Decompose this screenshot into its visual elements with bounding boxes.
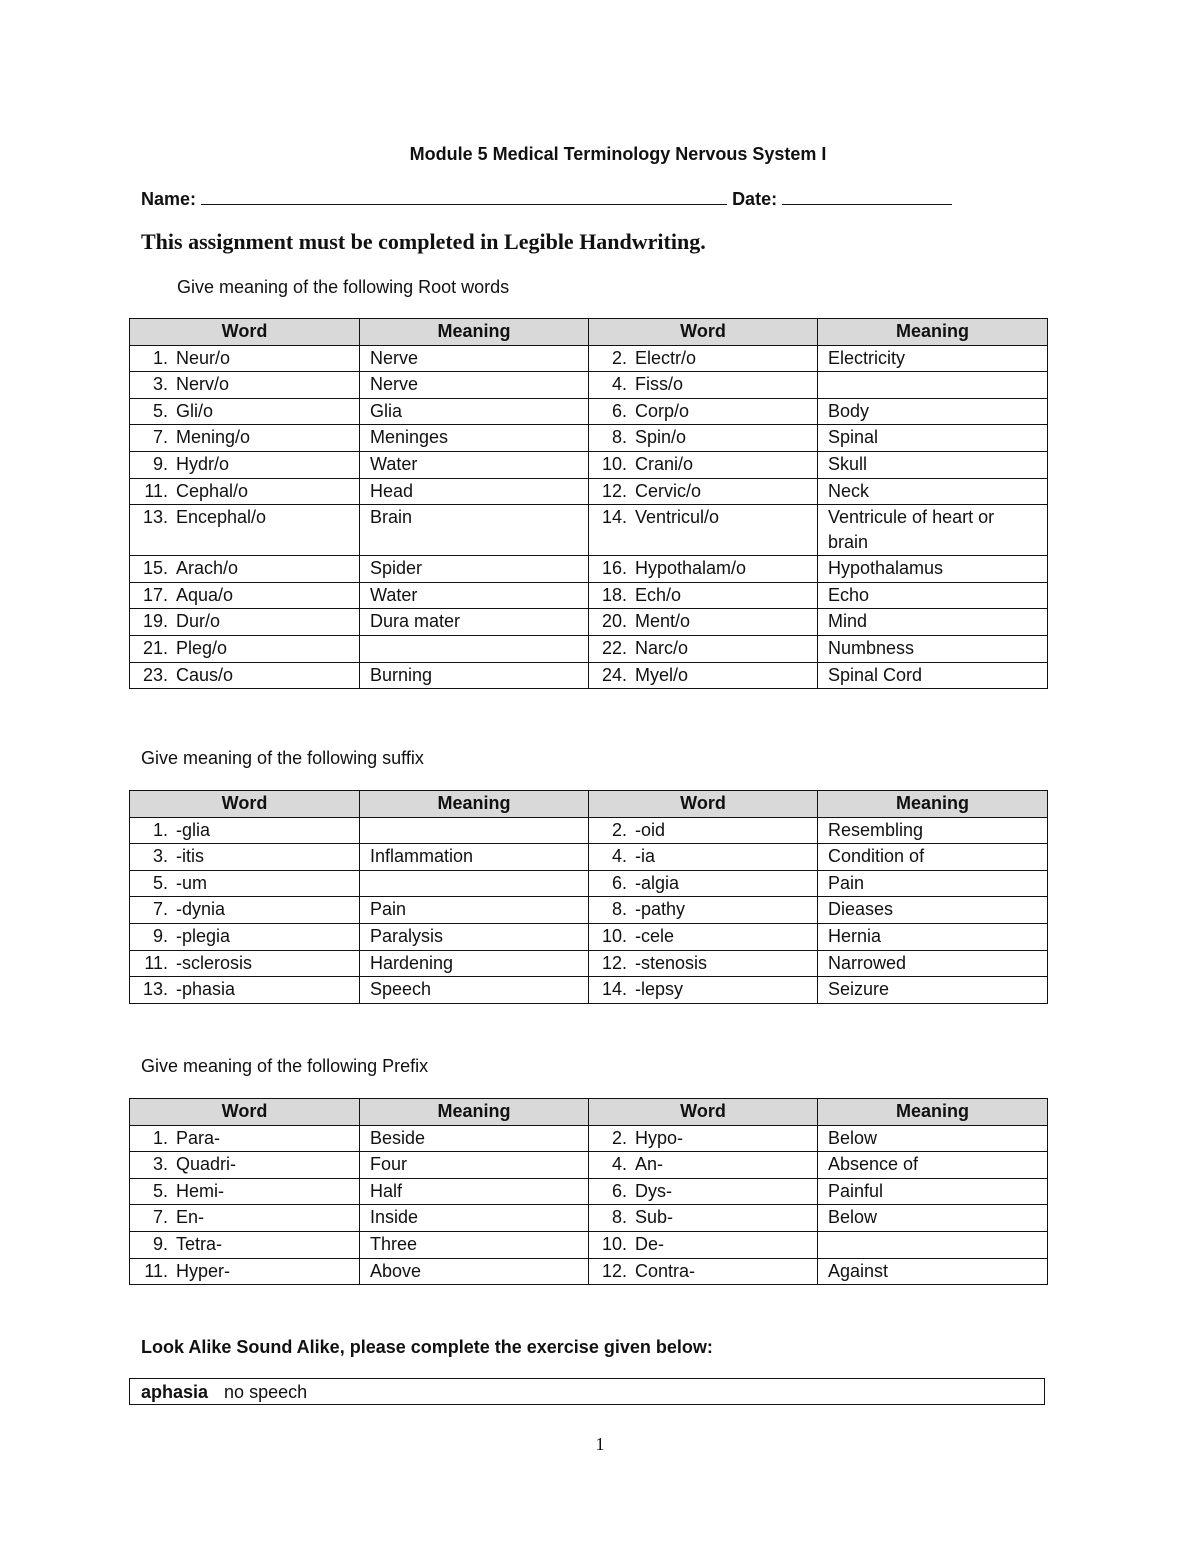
table-row bbox=[130, 425, 1048, 452]
item-number: 11. bbox=[144, 480, 168, 501]
item-number: 1. bbox=[152, 347, 168, 368]
meaning-cell[interactable]: Against bbox=[818, 1258, 1048, 1285]
item-number: 20. bbox=[601, 611, 627, 632]
table-row bbox=[130, 950, 1048, 977]
date-label: Date: bbox=[732, 189, 778, 209]
term-word: De- bbox=[635, 1233, 665, 1254]
term-word: -lepsy bbox=[635, 979, 684, 1000]
item-number: 13. bbox=[142, 507, 168, 528]
item-number: 6. bbox=[611, 1180, 627, 1201]
meaning-cell[interactable]: Half bbox=[360, 1178, 589, 1205]
item-number: 7. bbox=[152, 427, 168, 448]
meaning-cell[interactable]: Resembling bbox=[818, 817, 1048, 844]
word-cell bbox=[130, 425, 360, 452]
header-meaning: Meaning bbox=[360, 1099, 589, 1126]
item-number: 5. bbox=[152, 1180, 168, 1201]
term-word: -um bbox=[176, 872, 207, 893]
meaning-cell[interactable]: Condition of bbox=[818, 844, 1048, 871]
item-number: 13. bbox=[142, 979, 168, 1000]
word-cell bbox=[589, 372, 818, 399]
word-cell bbox=[130, 817, 360, 844]
suffix-instruction: Give meaning of the following suffix bbox=[141, 748, 424, 768]
term-word: Aqua/o bbox=[176, 584, 234, 605]
table-row bbox=[130, 977, 1048, 1004]
header-meaning: Meaning bbox=[360, 791, 589, 818]
word-cell bbox=[130, 897, 360, 924]
term-word: Narc/o bbox=[635, 637, 689, 658]
item-number: 11. bbox=[144, 952, 168, 973]
item-number: 4. bbox=[611, 374, 627, 395]
word-cell bbox=[589, 1125, 818, 1152]
word-cell bbox=[589, 950, 818, 977]
header-word: Word bbox=[589, 791, 818, 818]
term-word: -stenosis bbox=[635, 952, 708, 973]
meaning-cell[interactable]: Neck bbox=[818, 478, 1048, 505]
term-word: -ia bbox=[635, 846, 656, 867]
word-cell bbox=[130, 478, 360, 505]
word-cell bbox=[130, 635, 360, 662]
suffix-table bbox=[129, 790, 1048, 1004]
word-cell bbox=[130, 1205, 360, 1232]
table-row bbox=[130, 1258, 1048, 1285]
meaning-cell[interactable]: Three bbox=[360, 1231, 589, 1258]
term-word: Spin/o bbox=[635, 427, 687, 448]
term-word: Ment/o bbox=[635, 611, 691, 632]
look-alike-title: Look Alike Sound Alike, please complete the exercise given below: bbox=[141, 1337, 713, 1357]
meaning-cell[interactable]: Water bbox=[360, 451, 589, 478]
look-alike-term: aphasia bbox=[141, 1382, 209, 1402]
item-number: 4. bbox=[611, 846, 627, 867]
item-number: 12. bbox=[601, 1260, 627, 1281]
word-cell bbox=[589, 478, 818, 505]
handwriting-notice: This assignment must be completed in Legible Handwriting. bbox=[141, 229, 706, 254]
table-row bbox=[130, 372, 1048, 399]
term-word: -oid bbox=[635, 819, 666, 840]
meaning-cell[interactable]: Head bbox=[360, 478, 589, 505]
prefix-table bbox=[129, 1098, 1048, 1285]
header-word: Word bbox=[589, 1099, 818, 1126]
meaning-cell[interactable]: Mind bbox=[818, 609, 1048, 636]
item-number: 2. bbox=[611, 1127, 627, 1148]
word-cell bbox=[130, 870, 360, 897]
word-cell bbox=[130, 582, 360, 609]
word-cell bbox=[589, 844, 818, 871]
meaning-cell[interactable]: Absence of bbox=[818, 1152, 1048, 1179]
term-word: Myel/o bbox=[635, 664, 689, 685]
word-cell bbox=[130, 1125, 360, 1152]
term-word: Para- bbox=[176, 1127, 221, 1148]
meaning-cell[interactable] bbox=[818, 1231, 1048, 1258]
table-row bbox=[130, 897, 1048, 924]
term-word: Caus/o bbox=[176, 664, 234, 685]
term-word: Encephal/o bbox=[176, 507, 267, 528]
item-number: 3. bbox=[152, 374, 168, 395]
meaning-cell[interactable]: Speech bbox=[360, 977, 589, 1004]
word-cell bbox=[589, 582, 818, 609]
meaning-cell[interactable] bbox=[360, 635, 589, 662]
item-number: 24. bbox=[601, 664, 627, 685]
item-number: 14. bbox=[601, 979, 627, 1000]
item-number: 3. bbox=[152, 846, 168, 867]
item-number: 17. bbox=[142, 584, 168, 605]
page-number: 1 bbox=[595, 1434, 605, 1454]
meaning-cell[interactable]: Hypothalamus bbox=[818, 556, 1048, 583]
word-cell bbox=[589, 662, 818, 689]
term-word: -algia bbox=[635, 872, 680, 893]
term-word: Electr/o bbox=[635, 347, 697, 368]
item-number: 1. bbox=[152, 1127, 168, 1148]
term-word: Dur/o bbox=[176, 611, 221, 632]
table-row bbox=[130, 1178, 1048, 1205]
word-cell bbox=[589, 345, 818, 372]
word-cell bbox=[130, 345, 360, 372]
item-number: 3. bbox=[152, 1154, 168, 1175]
word-cell bbox=[130, 1258, 360, 1285]
item-number: 2. bbox=[611, 819, 627, 840]
item-number: 7. bbox=[152, 899, 168, 920]
name-date-line bbox=[141, 188, 952, 210]
table-row bbox=[130, 1205, 1048, 1232]
table-row bbox=[130, 505, 1048, 556]
term-word: Sub- bbox=[635, 1207, 674, 1228]
item-number: 10. bbox=[601, 1233, 627, 1254]
item-number: 5. bbox=[152, 400, 168, 421]
term-word: -pathy bbox=[635, 899, 686, 920]
word-cell bbox=[589, 609, 818, 636]
term-word: Quadri- bbox=[176, 1154, 237, 1175]
word-cell bbox=[130, 844, 360, 871]
item-number: 18. bbox=[601, 584, 627, 605]
word-cell bbox=[130, 950, 360, 977]
term-word: Pleg/o bbox=[176, 637, 228, 658]
header-meaning: Meaning bbox=[818, 791, 1048, 818]
meaning-cell[interactable]: Inside bbox=[360, 1205, 589, 1232]
term-word: Corp/o bbox=[635, 400, 690, 421]
term-word: Hemi- bbox=[176, 1180, 224, 1201]
meaning-cell[interactable]: Seizure bbox=[818, 977, 1048, 1004]
table-row bbox=[130, 662, 1048, 689]
meaning-cell[interactable]: Dieases bbox=[818, 897, 1048, 924]
item-number: 8. bbox=[611, 1207, 627, 1228]
meaning-cell[interactable]: Body bbox=[818, 398, 1048, 425]
meaning-cell[interactable]: Water bbox=[360, 582, 589, 609]
meaning-cell[interactable]: Dura mater bbox=[360, 609, 589, 636]
term-word: Hypothalam/o bbox=[635, 558, 747, 579]
item-number: 6. bbox=[611, 400, 627, 421]
date-field[interactable] bbox=[782, 188, 952, 205]
word-cell bbox=[589, 635, 818, 662]
word-cell bbox=[589, 923, 818, 950]
meaning-cell[interactable]: Spinal bbox=[818, 425, 1048, 452]
meaning-cell[interactable]: Spinal Cord bbox=[818, 662, 1048, 689]
item-number: 9. bbox=[152, 925, 168, 946]
table-row bbox=[130, 870, 1048, 897]
meaning-cell[interactable]: Echo bbox=[818, 582, 1048, 609]
word-cell bbox=[589, 977, 818, 1004]
meaning-cell[interactable] bbox=[360, 817, 589, 844]
meaning-cell[interactable]: Skull bbox=[818, 451, 1048, 478]
meaning-cell[interactable]: Pain bbox=[818, 870, 1048, 897]
term-word: -phasia bbox=[176, 979, 236, 1000]
look-alike-box bbox=[129, 1378, 1045, 1405]
item-number: 5. bbox=[152, 872, 168, 893]
meaning-cell[interactable]: Electricity bbox=[818, 345, 1048, 372]
term-word: Hypo- bbox=[635, 1127, 684, 1148]
term-word: -dynia bbox=[176, 899, 226, 920]
term-word: Nerv/o bbox=[176, 374, 230, 395]
meaning-cell[interactable]: Below bbox=[818, 1205, 1048, 1232]
word-cell bbox=[130, 923, 360, 950]
header-meaning: Meaning bbox=[818, 319, 1048, 346]
table-row bbox=[130, 398, 1048, 425]
header-word: Word bbox=[130, 791, 360, 818]
prefix-instruction: Give meaning of the following Prefix bbox=[141, 1056, 429, 1076]
meaning-cell[interactable]: Paralysis bbox=[360, 923, 589, 950]
meaning-cell[interactable]: Hernia bbox=[818, 923, 1048, 950]
meaning-cell[interactable]: Pain bbox=[360, 897, 589, 924]
meaning-cell[interactable]: Ventricule of heart or brain bbox=[818, 505, 1048, 556]
meaning-cell[interactable]: Four bbox=[360, 1152, 589, 1179]
term-word: Gli/o bbox=[176, 400, 214, 421]
meaning-cell[interactable]: Brain bbox=[360, 505, 589, 556]
table-row bbox=[130, 844, 1048, 871]
meaning-cell[interactable]: Below bbox=[818, 1125, 1048, 1152]
term-word: Mening/o bbox=[176, 427, 251, 448]
roots-instruction: Give meaning of the following Root words bbox=[177, 277, 510, 297]
term-word: Cephal/o bbox=[176, 480, 249, 501]
word-cell bbox=[130, 609, 360, 636]
meaning-cell[interactable]: Nerve bbox=[360, 372, 589, 399]
word-cell bbox=[589, 897, 818, 924]
item-number: 4. bbox=[611, 1154, 627, 1175]
roots-table bbox=[129, 318, 1048, 689]
table-row bbox=[130, 451, 1048, 478]
meaning-cell[interactable]: Painful bbox=[818, 1178, 1048, 1205]
term-word: -cele bbox=[635, 925, 675, 946]
item-number: 19. bbox=[142, 611, 168, 632]
meaning-cell[interactable]: Burning bbox=[360, 662, 589, 689]
table-row bbox=[130, 582, 1048, 609]
word-cell bbox=[130, 1152, 360, 1179]
word-cell bbox=[130, 556, 360, 583]
item-number: 7. bbox=[152, 1207, 168, 1228]
item-number: 1. bbox=[152, 819, 168, 840]
item-number: 11. bbox=[144, 1260, 168, 1281]
item-number: 15. bbox=[142, 558, 168, 579]
header-meaning: Meaning bbox=[818, 1099, 1048, 1126]
table-row bbox=[130, 345, 1048, 372]
item-number: 9. bbox=[152, 1233, 168, 1254]
word-cell bbox=[589, 1178, 818, 1205]
term-word: -plegia bbox=[176, 925, 231, 946]
word-cell bbox=[130, 451, 360, 478]
word-cell bbox=[589, 1152, 818, 1179]
term-word: -glia bbox=[176, 819, 211, 840]
term-word: Hydr/o bbox=[176, 453, 230, 474]
word-cell bbox=[589, 1258, 818, 1285]
meaning-cell[interactable]: Inflammation bbox=[360, 844, 589, 871]
word-cell bbox=[130, 1231, 360, 1258]
term-word: -itis bbox=[176, 846, 204, 867]
table-header-row bbox=[130, 319, 1048, 346]
meaning-cell[interactable]: Glia bbox=[360, 398, 589, 425]
meaning-cell[interactable]: Above bbox=[360, 1258, 589, 1285]
table-row bbox=[130, 609, 1048, 636]
meaning-cell[interactable]: Numbness bbox=[818, 635, 1048, 662]
word-cell bbox=[589, 817, 818, 844]
item-number: 14. bbox=[601, 507, 627, 528]
word-cell bbox=[589, 870, 818, 897]
term-word: Cervic/o bbox=[635, 480, 702, 501]
item-number: 6. bbox=[611, 872, 627, 893]
term-word: -sclerosis bbox=[176, 952, 253, 973]
word-cell bbox=[130, 398, 360, 425]
table-header-row bbox=[130, 791, 1048, 818]
term-word: Neur/o bbox=[176, 347, 231, 368]
item-number: 9. bbox=[152, 453, 168, 474]
header-word: Word bbox=[130, 1099, 360, 1126]
item-number: 8. bbox=[611, 427, 627, 448]
table-row bbox=[130, 635, 1048, 662]
term-word: Ech/o bbox=[635, 584, 682, 605]
word-cell bbox=[589, 1205, 818, 1232]
table-row bbox=[130, 478, 1048, 505]
word-cell bbox=[130, 977, 360, 1004]
table-header-row bbox=[130, 1099, 1048, 1126]
meaning-cell[interactable]: Narrowed bbox=[818, 950, 1048, 977]
term-word: Tetra- bbox=[176, 1233, 223, 1254]
word-cell bbox=[589, 1231, 818, 1258]
meaning-cell[interactable]: Meninges bbox=[360, 425, 589, 452]
meaning-cell[interactable] bbox=[360, 870, 589, 897]
meaning-cell[interactable]: Spider bbox=[360, 556, 589, 583]
meaning-cell[interactable]: Nerve bbox=[360, 345, 589, 372]
item-number: 10. bbox=[601, 925, 627, 946]
word-cell bbox=[130, 662, 360, 689]
word-cell bbox=[589, 556, 818, 583]
word-cell bbox=[589, 425, 818, 452]
term-word: Crani/o bbox=[635, 453, 694, 474]
item-number: 23. bbox=[142, 664, 168, 685]
word-cell bbox=[589, 451, 818, 478]
word-cell bbox=[589, 398, 818, 425]
term-word: Dys- bbox=[635, 1180, 672, 1201]
word-cell bbox=[130, 505, 360, 556]
table-row bbox=[130, 923, 1048, 950]
word-cell bbox=[130, 1178, 360, 1205]
name-field[interactable] bbox=[201, 188, 727, 205]
item-number: 22. bbox=[601, 637, 627, 658]
item-number: 10. bbox=[601, 453, 627, 474]
name-label: Name: bbox=[141, 189, 197, 209]
table-row bbox=[130, 817, 1048, 844]
header-meaning: Meaning bbox=[360, 319, 589, 346]
word-cell bbox=[589, 505, 818, 556]
meaning-cell[interactable]: Beside bbox=[360, 1125, 589, 1152]
term-word: An- bbox=[635, 1154, 664, 1175]
meaning-cell[interactable]: Hardening bbox=[360, 950, 589, 977]
header-word: Word bbox=[589, 319, 818, 346]
look-alike-meaning: no speech bbox=[224, 1382, 308, 1402]
meaning-cell[interactable] bbox=[818, 372, 1048, 399]
term-word: Ventricul/o bbox=[635, 507, 720, 528]
term-word: Hyper- bbox=[176, 1260, 231, 1281]
item-number: 21. bbox=[142, 637, 168, 658]
item-number: 8. bbox=[611, 899, 627, 920]
table-row bbox=[130, 556, 1048, 583]
term-word: En- bbox=[176, 1207, 205, 1228]
item-number: 12. bbox=[601, 480, 627, 501]
table-row bbox=[130, 1152, 1048, 1179]
page-title: Module 5 Medical Terminology Nervous System I bbox=[409, 144, 827, 164]
term-word: Contra- bbox=[635, 1260, 696, 1281]
table-row bbox=[130, 1231, 1048, 1258]
item-number: 12. bbox=[601, 952, 627, 973]
table-row bbox=[130, 1125, 1048, 1152]
item-number: 16. bbox=[601, 558, 627, 579]
term-word: Fiss/o bbox=[635, 374, 684, 395]
term-word: Arach/o bbox=[176, 558, 239, 579]
item-number: 2. bbox=[611, 347, 627, 368]
word-cell bbox=[130, 372, 360, 399]
header-word: Word bbox=[130, 319, 360, 346]
